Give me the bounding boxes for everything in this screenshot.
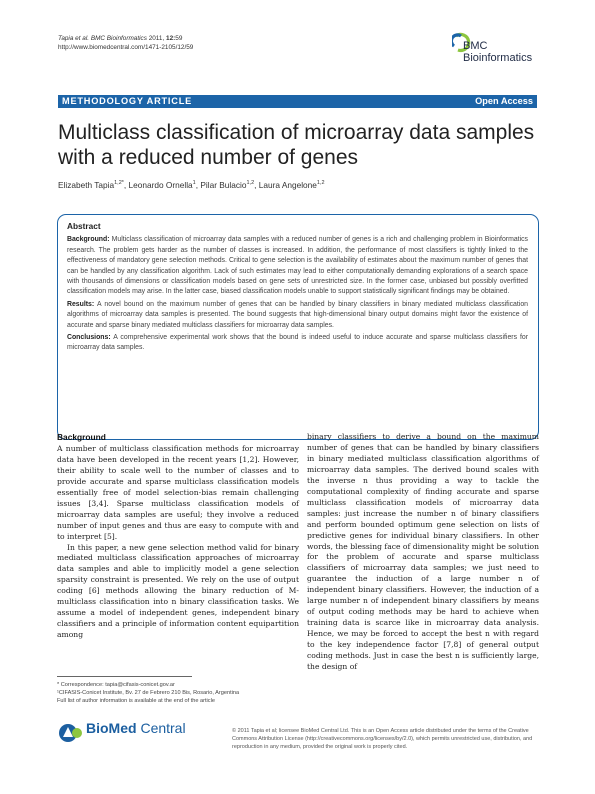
abstract-background — [67, 235, 528, 297]
body-column-right — [307, 432, 539, 673]
abstract-conclusions-text: A comprehensive experimental work shows that the bound is indeed useful to induce accurate and sparse multiclass classifiers for microarray data samples. — [67, 334, 528, 352]
author-info-note: Full list of author information is available at the end of the article — [57, 698, 215, 705]
correspondence-note: * Correspondence: tapia@cifasis-conicet.gov.ar — [57, 682, 175, 688]
footnotes — [57, 681, 297, 705]
citation-year: 2011, — [148, 35, 165, 42]
author-name[interactable]: Leonardo Ornella — [128, 180, 193, 190]
logo-line-1: BMC — [463, 40, 488, 52]
author-name[interactable]: Pilar Bulacio — [200, 180, 247, 190]
body-paragraph: A number of multiclass classification methods for microarray data have been developed in the recent years [1,2]. However, their ability to scale well to the number of classes and to provide accurate and sparse multiclass classification models essentially free of model selection-bias remain challenging issues [3,4]. Sparse multiclass classification models of microarray data samples are useful; they involve a reduced number of input genes and thus are easy to compute with and to interpret [5]. — [57, 443, 299, 541]
article-title: Multiclass classification of microarray data samples with a reduced number of genes — [58, 121, 535, 169]
author-affiliation: 1 — [192, 180, 196, 187]
abstract-conclusions — [67, 333, 528, 354]
abstract-heading: Abstract — [67, 221, 101, 231]
abstract-background-label: Background: — [67, 236, 110, 244]
author-name[interactable]: Elizabeth Tapia — [58, 180, 115, 190]
abstract-results-label: Results: — [67, 300, 95, 308]
author-affiliation: 1,2 — [316, 180, 325, 187]
abstract-results-text: A novel bound on the maximum number of genes that can be handled by binary classifiers in binary mediated multiclass classification algorithms of microarray data samples is presented. The bound suggests that high-dimensional binary output domains might favor the existence of accurate and sparse binary mediated multiclass classifiers for microarray data samples. — [67, 300, 528, 329]
license-notice: © 2011 Tapia et al; licensee BioMed Central Ltd. This is an Open Access article distributed under the terms of the Creative Commons Attribution License (http://creativecommons.org/licenses/by/2.0), which permits unrestricted use, distribution, and reproduction in any medium, provided the original work is properly cited. — [232, 728, 533, 751]
body-column-left — [57, 432, 299, 641]
publisher-light: Central — [136, 720, 186, 736]
footnote-divider — [57, 676, 192, 677]
abstract-results — [67, 300, 528, 331]
article-type-label: METHODOLOGY ARTICLE — [62, 96, 193, 106]
author-affiliation: 1,2* — [114, 180, 124, 187]
author-list: Elizabeth Tapia$^{1,2*}$, Leonardo Ornella$^1$, Pilar Bulacio$^{1,2}$, Laura Angelone$^{1,2}$ — [58, 180, 325, 190]
journal-logo-text — [463, 41, 532, 64]
citation-journal: BMC Bioinformatics — [90, 35, 147, 42]
citation-header — [58, 34, 193, 52]
open-access-label: Open Access — [475, 96, 533, 106]
body-paragraph: In this paper, a new gene selection method valid for binary mediated multiclass classification approaches of microarray data samples and able to implicitly model a gene selection sparsity constraint is presented. We rely on the use of output coding [6] methods allowing the binary reduction of M-multiclass classification into n binary classification tasks. We assume a model of independent genes, independent binary classifiers and a principle of information content equipartition among — [57, 542, 299, 640]
publisher-bold: BioMed — [86, 720, 137, 736]
affiliation-note: ¹CIFASIS-Conicet Institute, Bv. 27 de Febrero 210 Bis, Rosario, Argentina — [57, 690, 240, 697]
citation-line — [58, 34, 193, 43]
article-type-band — [58, 95, 537, 108]
abstract-box — [57, 214, 539, 440]
article-url[interactable]: http://www.biomedcentral.com/1471-2105/12/59 — [58, 44, 194, 51]
author-affiliation: 1,2 — [246, 180, 255, 187]
abstract-background-text: Multiclass classification of microarray data samples with a reduced number of genes is a rich and challenging problem in Bioinformatics research. The problem gets harder as the number of classes is increased. In addition, the performance of most classifiers is tightly linked to the effectiveness of mandatory gene selection methods. Critical to gene selection is the availability of estimates about the maximum number of genes that can be handled by any classification algorithm. Lack of such estimates may lead to either computationally demanding explorations of a search space with thousands of dimensions or classification models based on gene sets of unrestricted size. In the former case, unbiased but possibly overfitted classification models may arise. In the latter case, biased classification models unable to support statistically significant findings may be obtained. — [67, 236, 529, 296]
logo-line-2: Bioinformatics — [463, 51, 533, 64]
citation-volume: 12: — [166, 35, 176, 42]
background-heading: Background — [57, 432, 106, 442]
abstract-conclusions-label: Conclusions: — [67, 334, 111, 342]
author-name[interactable]: Laura Angelone — [258, 180, 317, 190]
citation-authors: Tapia et al. — [58, 35, 90, 42]
body-paragraph: binary classifiers to derive a bound on the maximum number of genes that can be handled by binary classifiers in binary mediated multiclass classification algorithms of microarray data samples. The derived bound scales with the inverse n thus providing a way to tackle the computational complexity of finding accurate and sparse multiclass classification models of microarray data samples: just increase the number n of binary classifiers and perform bounded optimum gene selection on lists of predictive genes for individual binary classifiers. In other words, the blessing face of dimensionality might be solution for the problem of accurate and sparse multiclass classifiers of microarray data samples; we just need to guarantee the induction of a large number n of independent binary classifiers. However, the induction of a large number n of independent binary classifiers by means of output coding methods may be hard to achieve when training data is scarce like in microarray data analysis. Hence, we may be forced to accept the best n with regard to the key independence factor [7,8] of general output coding methods. Just in case the best n is sufficiently large, the design of — [307, 432, 539, 672]
biomed-central-wordmark — [86, 720, 186, 736]
citation-article: 59 — [175, 35, 183, 42]
